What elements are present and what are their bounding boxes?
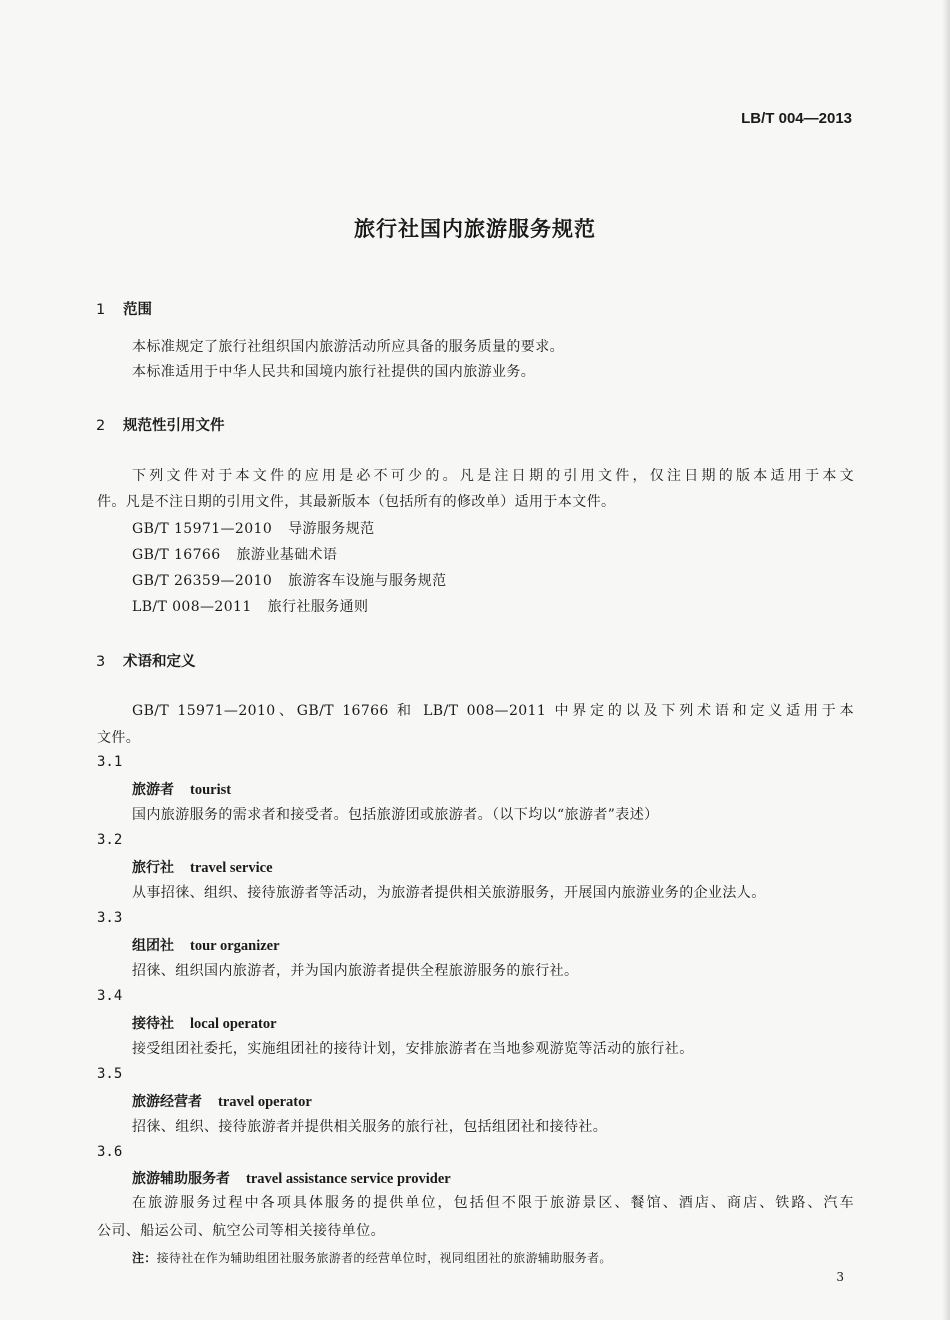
term-chinese: 组团社: [132, 938, 174, 954]
reference-item: [132, 544, 337, 564]
term-definition: 招徕、组织、接待旅游者并提供相关服务的旅行社，包括组团社和接待社。: [132, 1119, 608, 1135]
reference-code: GB/T 16766: [132, 547, 221, 563]
reference-code: GB/T 15971—2010: [132, 521, 273, 537]
term-chinese: 旅游者: [132, 782, 174, 798]
references-intro-line: 件。凡是不注日期的引用文件，其最新版本（包括所有的修改单）适用于本文件。: [97, 494, 616, 510]
reference-title: 旅游客车设施与服务规范: [288, 573, 447, 589]
section-number: 1: [96, 302, 106, 318]
term-heading: [132, 1168, 451, 1188]
term-chinese: 旅行社: [132, 860, 174, 876]
term-number: 3.2: [97, 832, 123, 848]
term-number: 3.6: [97, 1144, 123, 1160]
section-number: 3: [96, 654, 106, 670]
term-number: 3.5: [97, 1066, 123, 1082]
references-intro-line: 下列文件对于本文件的应用是必不可少的。凡是注日期的引用文件，仅注日期的版本适用于本文: [132, 468, 854, 484]
term-number: 3.3: [97, 910, 123, 926]
reference-item: [132, 570, 447, 590]
term-number: 3.4: [97, 988, 123, 1004]
term-english: tourist: [190, 782, 232, 798]
term-english: travel operator: [218, 1094, 312, 1110]
term-definition: 国内旅游服务的需求者和接受者。包括旅游团或旅游者。（以下均以“旅游者”表述）: [132, 807, 659, 823]
note: [132, 1249, 612, 1266]
term-heading: [132, 1013, 277, 1033]
section-title: 规范性引用文件: [123, 418, 225, 434]
term-english: travel assistance service provider: [246, 1171, 451, 1187]
document-title: 旅行社国内旅游服务规范: [354, 217, 596, 241]
term-heading: [132, 1091, 312, 1111]
reference-code: GB/T 26359—2010: [132, 573, 273, 589]
reference-title: 旅行社服务通则: [267, 599, 369, 615]
term-heading: [132, 857, 273, 877]
term-definition: 公司、船运公司、航空公司等相关接待单位。: [97, 1223, 385, 1239]
reference-item: [132, 518, 375, 538]
term-number: 3.1: [97, 754, 123, 770]
page-number: 3: [836, 1270, 844, 1284]
section-3-heading: [96, 650, 196, 671]
term-definition: 接受组团社委托，实施组团社的接待计划，安排旅游者在当地参观游览等活动的旅行社。: [132, 1041, 694, 1057]
term-english: travel service: [190, 860, 273, 876]
term-definition: 从事招徕、组织、接待旅游者等活动，为旅游者提供相关旅游服务，开展国内旅游业务的企业法人。: [132, 885, 766, 901]
page-edge-shadow: [942, 0, 950, 1320]
reference-item: [132, 596, 368, 616]
document-code: LB/T 004—2013: [741, 110, 852, 127]
section-title: 范围: [123, 302, 152, 318]
scope-paragraph: 本标准规定了旅行社组织国内旅游活动所应具备的服务质量的要求。: [132, 339, 564, 355]
section-number: 2: [96, 418, 106, 434]
term-english: local operator: [190, 1016, 277, 1032]
term-definition: 在旅游服务过程中各项具体服务的提供单位，包括但不限于旅游景区、餐馆、酒店、商店、铁路、汽车: [132, 1195, 854, 1211]
term-chinese: 旅游经营者: [132, 1094, 202, 1110]
reference-code: LB/T 008—2011: [132, 599, 252, 615]
term-chinese: 接待社: [132, 1016, 174, 1032]
term-chinese: 旅游辅助服务者: [132, 1171, 230, 1187]
reference-title: 旅游业基础术语: [236, 547, 338, 563]
reference-title: 导游服务规范: [288, 521, 375, 537]
note-text: 接待社在作为辅助组团社服务旅游者的经营单位时，视同组团社的旅游辅助服务者。: [156, 1251, 612, 1265]
term-definition: 招徕、组织国内旅游者，并为国内旅游者提供全程旅游服务的旅行社。: [132, 963, 579, 979]
section-1-heading: [96, 298, 152, 319]
term-heading: [132, 935, 280, 955]
note-label: 注：: [132, 1251, 157, 1265]
scope-paragraph: 本标准适用于中华人民共和国境内旅行社提供的国内旅游业务。: [132, 364, 536, 380]
terms-intro-line: 文件。: [97, 730, 141, 746]
section-title: 术语和定义: [123, 654, 196, 670]
terms-intro-line: GB/T 15971—2010、GB/T 16766 和 LB/T 008—2011 中界定的以及下列术语和定义适用于本: [132, 703, 854, 719]
term-english: tour organizer: [190, 938, 280, 954]
section-2-heading: [96, 414, 225, 435]
term-heading: [132, 779, 231, 799]
